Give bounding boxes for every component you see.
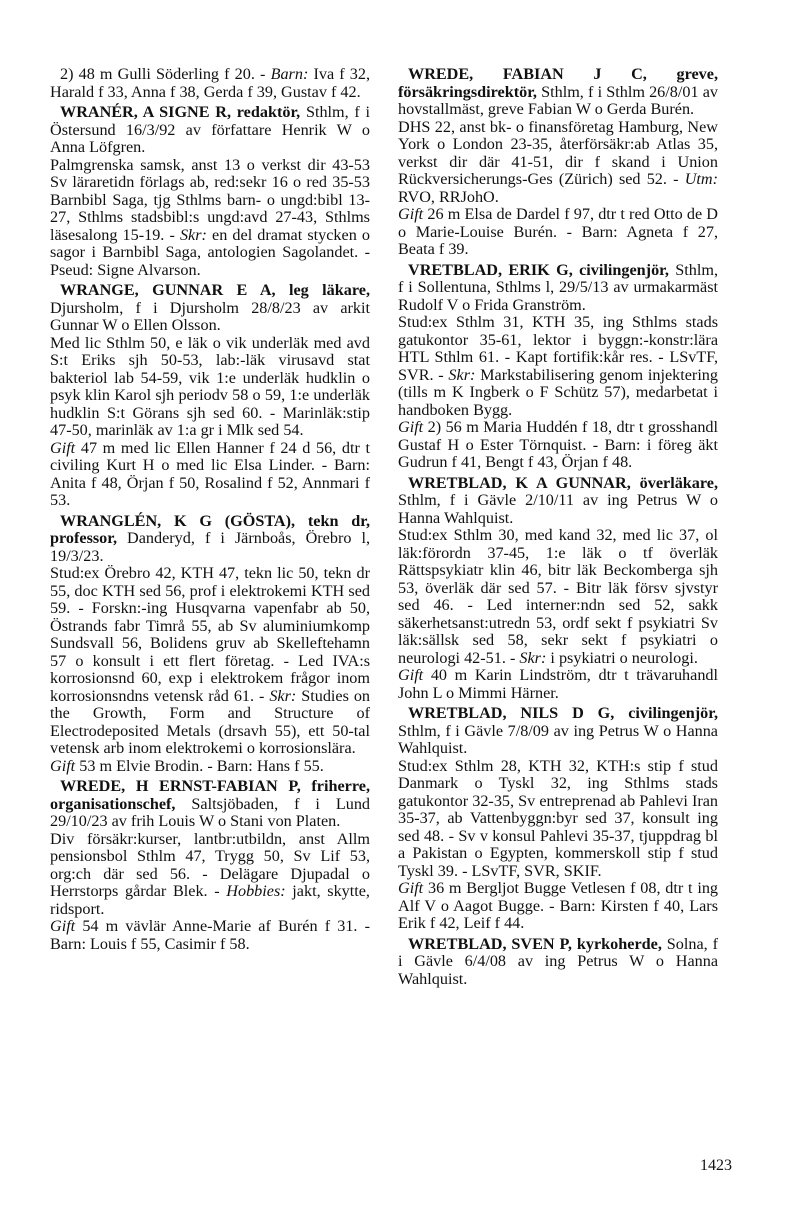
paragraph-after: 36 m Bergljot Bugge Vetlesen f 08, dtr t ing Alf V o Aagot Bugge. - Barn: Kirsten f 40, Lars Erik f 42, Leif f 44. xyxy=(398,879,719,932)
paragraph-label: Skr: xyxy=(179,225,207,244)
entry-name: WRETBLAD, SVEN P, xyxy=(408,934,572,953)
paragraph-after: i psykiatri o neurologi. xyxy=(550,648,698,667)
page-number: 1423 xyxy=(700,1157,732,1174)
entry-name: WRETBLAD, NILS D G, xyxy=(408,704,615,722)
entry-heading-paragraph xyxy=(50,778,370,831)
entry-heading-paragraph xyxy=(398,262,718,315)
paragraph-after: 54 m vävlär Anne-Marie af Burén f 31. - Barn: Louis f 55, Casimir f 58. xyxy=(50,917,370,953)
entry-title: leg läkare, xyxy=(289,281,370,299)
entry-heading-paragraph xyxy=(50,104,370,157)
entry-title: civilingenjör, xyxy=(579,260,669,279)
entry-heading-paragraph xyxy=(398,936,718,989)
entry-label: Barn: xyxy=(270,65,309,83)
entry-paragraph xyxy=(398,527,718,667)
entry-text: Sthlm, f i Sollentuna, Sthlms l, 29/5/13 av urmakarmäst Rudolf V o Frida Granström. xyxy=(398,260,719,314)
biography-entry xyxy=(50,104,370,279)
entry-paragraph xyxy=(50,758,370,776)
biography-entry xyxy=(50,778,370,953)
paragraph-after: 2) 56 m Maria Huddén f 18, dtr t grosshandl Gustaf H o Ester Törnquist. - Barn: i föreg äkt Gudrun f 41, Bengt f 43, Örjan f 48. xyxy=(398,418,719,471)
paragraph-label: Skr: xyxy=(519,648,547,667)
paragraph-after: 26 m Elsa de Dardel f 97, dtr t red Otto de D o Marie-Louise Burén. - Barn: Agneta f 27, Beata f 39. xyxy=(398,205,718,258)
entry-text: Sthlm, f i Sthlm 26/8/01 av hovstallmäst, greve Fabian W o Gerda Burén. xyxy=(398,82,719,118)
paragraph-after: Studies on the Growth, Form and Structure of Electrodeposited Metals (drsavh 55), ett 50-tal vetensk arb inom elektrokemi o korrosionslära. xyxy=(50,686,371,757)
entry-title: överläkare, xyxy=(639,473,719,492)
biography-entry xyxy=(398,66,718,259)
paragraph-text: Med lic Sthlm 50, e läk o vik underläk med avd S:t Eriks sjh 50-53, lab:-läk virusavd stat bakteriol lab 54-59, vik 1:e underläk hudklin o psyk klin Karol sjh periodv 58 o 59, 1:e underläk hudklin S:t Görans sjh sed 60. - Marinläk:stip 47-50, marinläk av 1:a gr i Mlk sed 54. xyxy=(50,333,370,439)
paragraph-after: en del dramat stycken o sagor i Barnbibl Saga, antologien Sagolandet. - Pseud: Signe Alvarson. xyxy=(50,225,370,279)
entry-name: VRETBLAD, ERIK G, xyxy=(408,260,573,279)
entry-name: WRANGLÉN, K G (GÖSTA), xyxy=(60,511,296,530)
entry-text: Solna, f i Gävle 6/4/08 av ing Petrus W o Hanna Wahlquist. xyxy=(398,934,719,988)
entry-name: WRETBLAD, K A GUNNAR, xyxy=(408,473,631,492)
paragraph-label: Gift xyxy=(398,205,424,223)
paragraph-label: Hobbies: xyxy=(226,882,286,900)
entry-heading-paragraph xyxy=(398,66,718,119)
entry-title: friherre, organisationschef, xyxy=(50,777,370,813)
paragraph-after: RVO, RRJohO. xyxy=(398,187,499,206)
paragraph-text: Stud:ex Sthlm 31, KTH 35, ing Sthlms stads gatukontor 35-61, lektor i byggn:-konstr:lära HTL Sthlm 61. - Kapt fortifik:kår res. - LSvTF, SVR. - xyxy=(398,313,718,384)
entry-text: 2) 48 m Gulli Söderling f 20. - xyxy=(60,65,266,83)
entry-text: Saltsjöbaden, f i Lund 29/10/23 av frih Louis W o Stani von Platen. xyxy=(50,794,371,830)
paragraph-label: Skr: xyxy=(269,686,297,705)
entry-paragraph xyxy=(50,157,370,280)
entry-paragraph xyxy=(398,206,718,259)
paragraph-label: Gift xyxy=(50,438,76,457)
entry-paragraph xyxy=(50,565,370,758)
entry-paragraph xyxy=(50,335,370,440)
biography-entry xyxy=(50,282,370,510)
paragraph-label: Gift xyxy=(398,879,424,897)
entry-paragraph xyxy=(50,440,370,510)
entry-title: civilingenjör, xyxy=(628,704,718,722)
entry-paragraph xyxy=(50,831,370,919)
paragraph-after: 53 m Elvie Brodin. - Barn: Hans f 55. xyxy=(79,756,324,775)
entry-paragraph xyxy=(398,758,718,881)
paragraph-text: Stud:ex Örebro 42, KTH 47, tekn lic 50, tekn dr 55, doc KTH sed 56, prof i elektrokemi KTH sed 59. - Forskn:-ing Husqvarna vapenfabr ab 50, Östrands fabr Timrå 55, ab Sv aluminiumkomp Sundsvall 56, Bolidens gruv ab Skelleftehamn 57 o konsult i ett flert företag. - Led IVA:s korrosionsnd 60, exp i elektrokem frågor inom korrosionsndns vetensk råd 61. - xyxy=(50,564,370,705)
entry-paragraph xyxy=(398,667,718,702)
paragraph-text: Div försäkr:kurser, lantbr:utbildn, anst Allm pensionsbol Sthlm 47, Trygg 50, Sv Lif 53, org:ch där sed 56. - Delägare Djupadal o Herrstorps gårdar Blek. - xyxy=(50,829,370,900)
entry-title: kyrkoherde, xyxy=(576,934,662,953)
biography-entry xyxy=(398,475,718,703)
entry-paragraph xyxy=(398,419,718,472)
entry-text: Sthlm, f i Östersund 16/3/92 av författare Henrik W o Anna Löfgren. xyxy=(50,103,371,156)
entry-title: greve, försäkringsdirektör, xyxy=(398,65,718,101)
entry-text: Sthlm, f i Gävle 2/10/11 av ing Petrus W o Hanna Wahlquist. xyxy=(398,491,718,527)
paragraph-after: 40 m Karin Lindström, dtr t trävaruhandl John L o Mimmi Härner. xyxy=(398,666,719,702)
paragraph-text: Stud:ex Sthlm 28, KTH 32, KTH:s stip f stud Danmark o Tyskl 32, ing Sthlms stads gatukontor 32-35, Sv entreprenad ab Pahlevi Iran 35-37, ab Vattenbyggn:byr sed 37, konsult ing sed 48. - Sv v konsul Pahlevi 35-37, tjuppdrag bl a Pakistan o Egypten, kommerskoll stip f stud Tyskl 39. - LSvTF, SVR, SKIF. xyxy=(398,756,718,880)
paragraph-text: Palmgrenska samsk, anst 13 o verkst dir 43-53 Sv läraretidn förlags ab, red:sekr 16 o red 35-53 Barnbibl Saga, tjg Sthlms barn- o ungd:bibl 13-27, Sthlms stadsbibl:s ungd:avd 27-43, Sthlms läsesalong 15-19. - xyxy=(50,155,370,244)
entry-paragraph xyxy=(398,314,718,419)
paragraph-text: Stud:ex Sthlm 30, med kand 32, med lic 37, ol läk:förordn 37-45, 1:e läk o tf överläk Rättspsykiatr klin 46, bitr läk Beckomberga sjh 53, överläk där sed 57. - Bitr läk försv sjvstyr sed 46. - Led interner:ndn sed 52, sakk säkerhetsanst:utredn 53, ordf sekt f psykiatri Sv läk:sällsk sed 58, sekr sekt f psykiatri o neurologi 42-51. - xyxy=(398,526,718,667)
paragraph-after: Markstabilisering genom injektering (tills m K Ingberk o F Schütz 57), medarbetat i handboken Bygg. xyxy=(398,365,718,419)
entry-text: Danderyd, f i Järnboås, Örebro l, 19/3/23. xyxy=(50,529,370,565)
entry-name: WRANÉR, A SIGNE R, xyxy=(60,103,232,121)
entry-paragraph xyxy=(398,119,718,207)
paragraph-label: Gift xyxy=(398,666,424,684)
entry-text: Sthlm, f i Gävle 7/8/09 av ing Petrus W o Hanna Wahlquist. xyxy=(398,721,718,757)
biography-entry xyxy=(398,936,718,989)
biography-entry xyxy=(398,705,718,933)
paragraph-after: 47 m med lic Ellen Hanner f 24 d 56, dtr t civiling Kurt H o med lic Elsa Linder. - Barn: Anita f 48, Örjan f 50, Rosalind f 52, Annmari f 53. xyxy=(50,438,371,509)
entry-heading-paragraph xyxy=(50,66,370,101)
entry-paragraph xyxy=(50,918,370,953)
paragraph-label: Skr: xyxy=(448,365,476,384)
entry-title: tekn dr, professor, xyxy=(50,511,371,547)
entry-text: Djursholm, f i Djursholm 28/8/23 av arkit Gunnar W o Ellen Olsson. xyxy=(50,298,370,334)
entry-heading-paragraph xyxy=(398,705,718,758)
paragraph-label: Utm: xyxy=(684,170,718,188)
entry-name: WREDE, H ERNST-FABIAN P, xyxy=(60,777,301,795)
entry-title: redaktör, xyxy=(236,103,301,121)
left-column xyxy=(50,66,370,956)
entry-heading-paragraph xyxy=(50,513,370,566)
paragraph-label: Gift xyxy=(398,418,424,436)
entry-after: Iva f 32, Harald f 33, Anna f 38, Gerda f 39, Gustav f 42. xyxy=(50,65,371,101)
paragraph-text: DHS 22, anst bk- o finansföretag Hamburg, New York o London 23-35, återförsäkr:ab Atlas 35, verkst dir där 41-51, dir f skand i Union Rückversicherungs-Ges (Zürich) sed 52. - xyxy=(398,117,718,188)
entry-paragraph xyxy=(398,880,718,933)
entry-name: WREDE, FABIAN J C, xyxy=(408,65,647,83)
entry-heading-paragraph xyxy=(50,282,370,335)
entry-heading-paragraph xyxy=(398,475,718,528)
paragraph-after: jakt, skytte, ridsport. xyxy=(50,882,370,918)
biography-entry xyxy=(398,262,718,472)
right-column xyxy=(398,66,718,991)
biography-entry xyxy=(50,513,370,776)
biography-entry xyxy=(50,66,370,101)
entry-name: WRANGE, GUNNAR E A, xyxy=(60,281,276,299)
paragraph-label: Gift xyxy=(50,756,76,775)
paragraph-label: Gift xyxy=(50,917,76,935)
